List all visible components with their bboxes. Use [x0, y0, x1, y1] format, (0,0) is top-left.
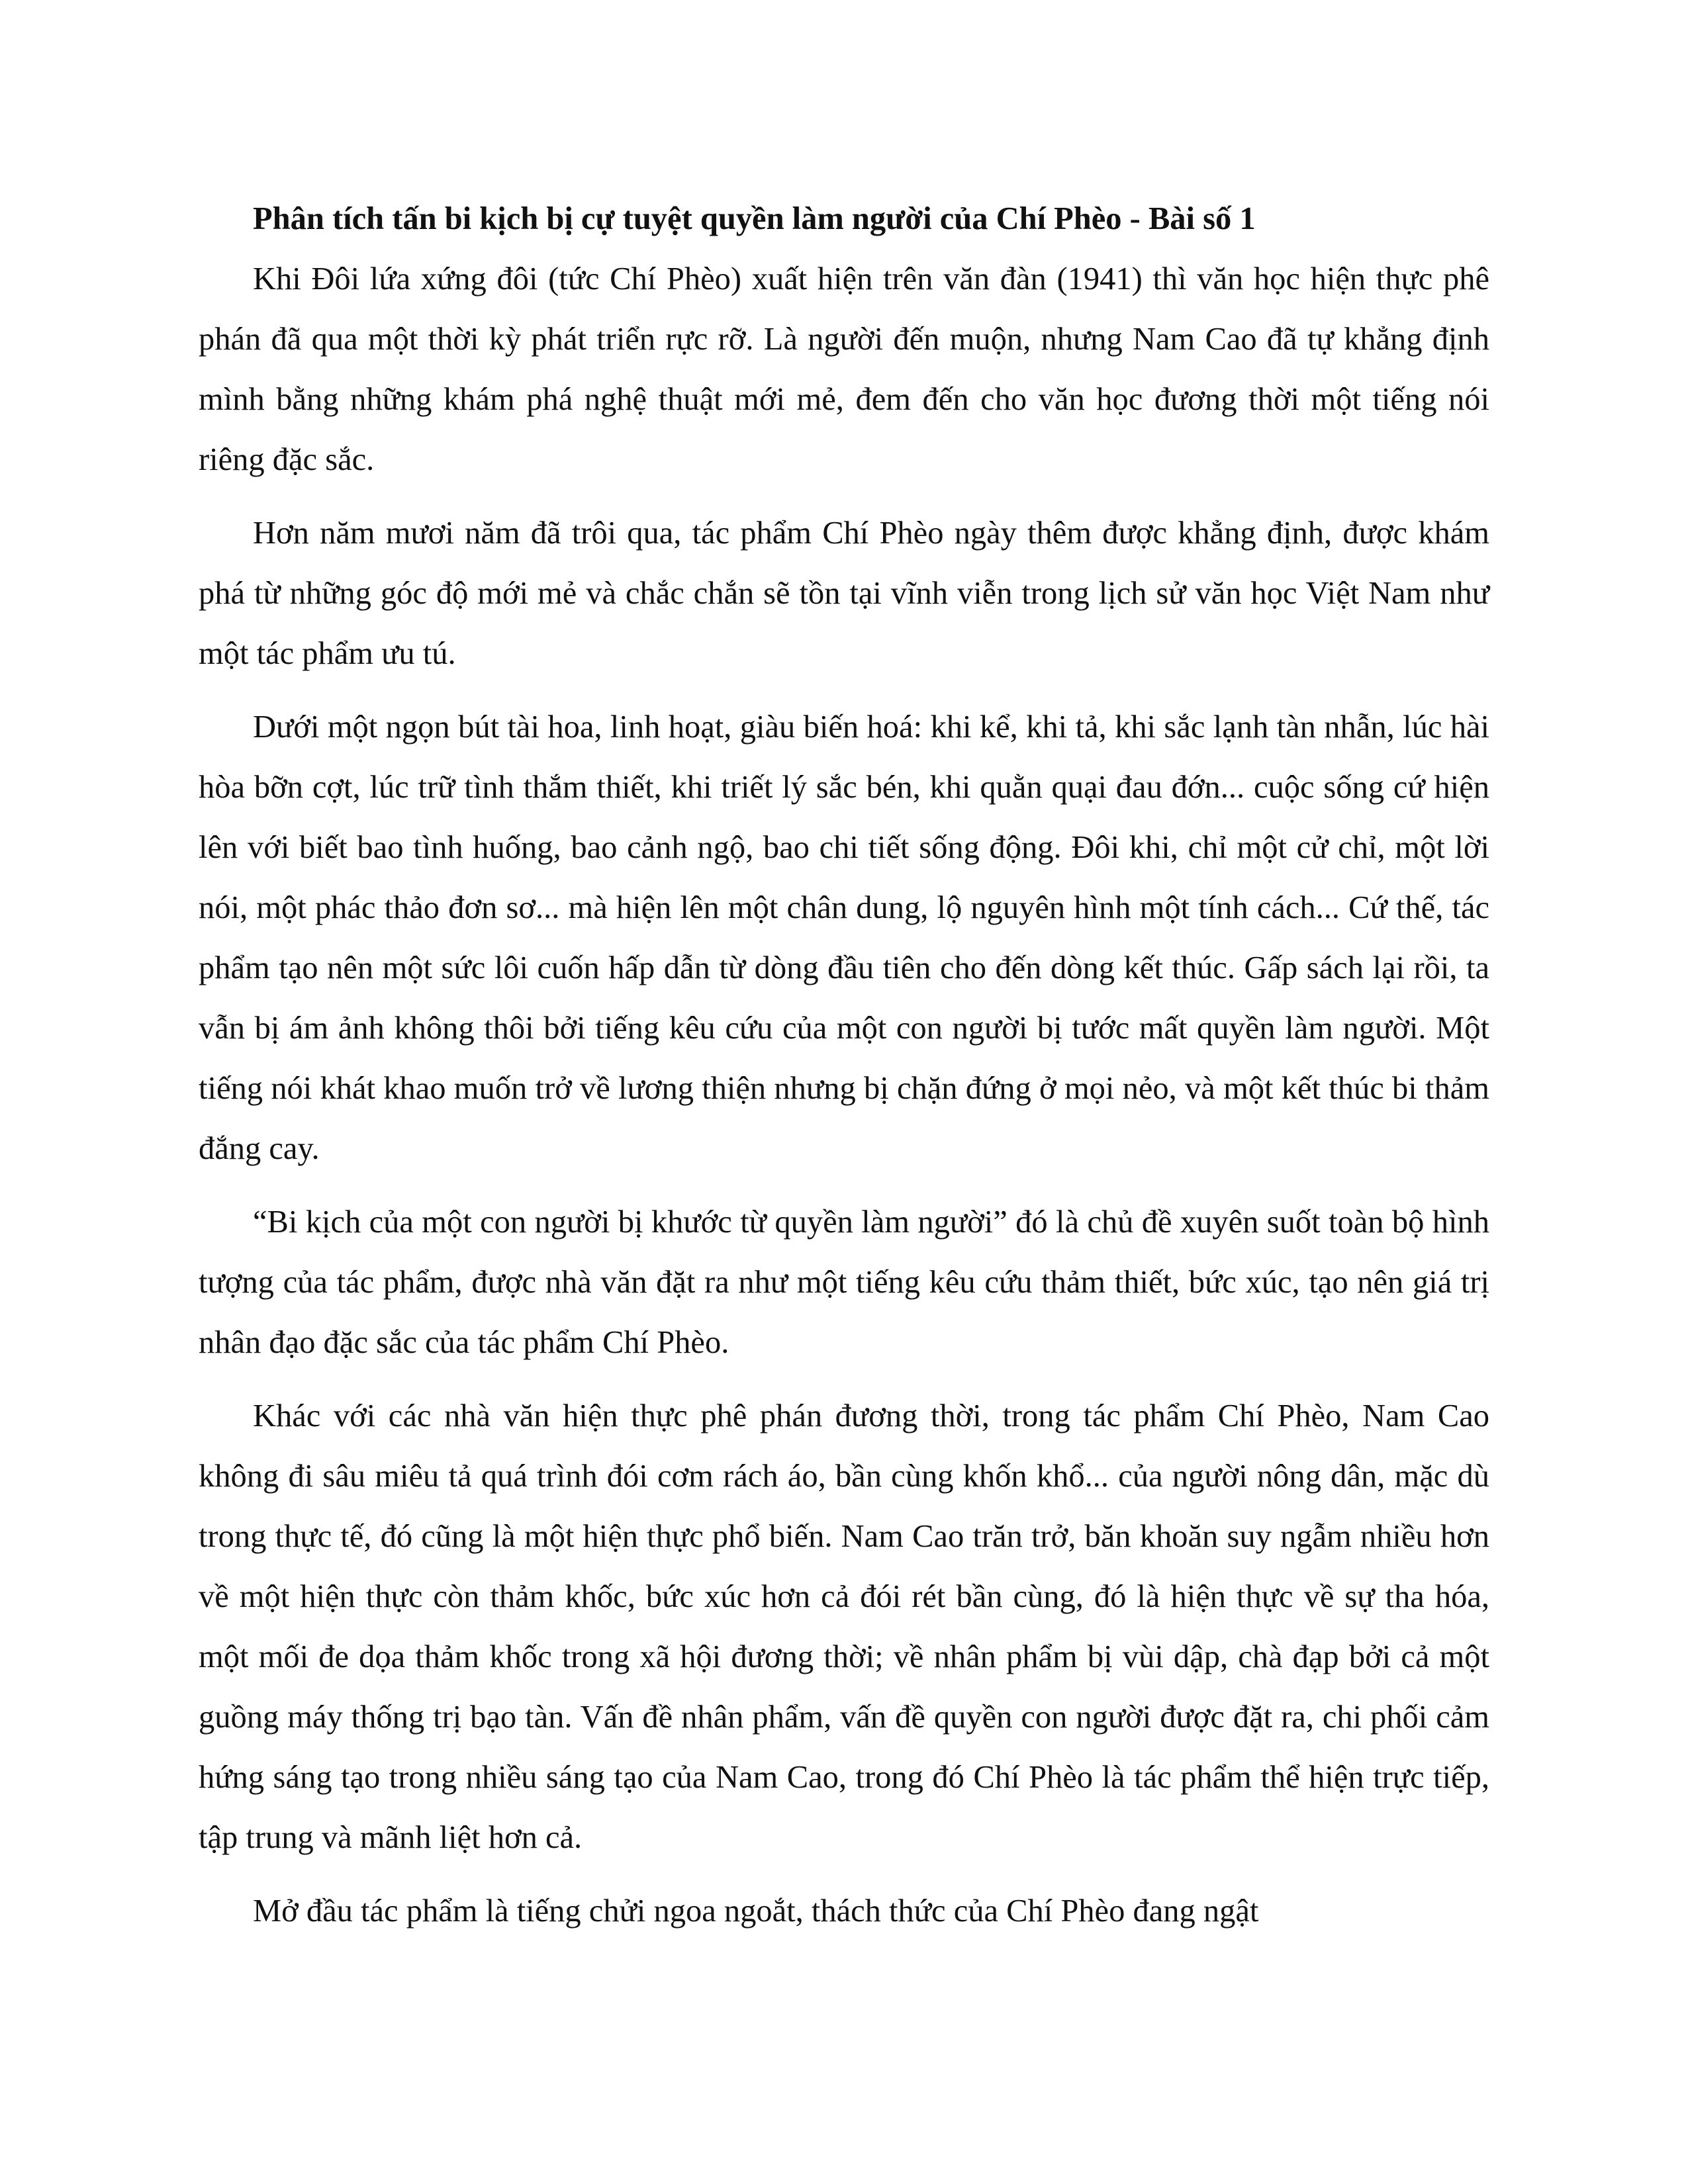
paragraph-2: Hơn năm mươi năm đã trôi qua, tác phẩm Chí Phèo ngày thêm được khẳng định, được khám phá từ những góc độ mới mẻ và chắc chắn sẽ tồn tại vĩnh viễn trong lịch sử văn học Việt Nam như một tác phẩm ưu tú. [199, 516, 1489, 671]
paragraph-4: “Bi kịch của một con người bị khước từ quyền làm người” đó là chủ đề xuyên suốt toàn bộ hình tượng của tác phẩm, được nhà văn đặt ra như một tiếng kêu cứu thảm thiết, bức xúc, tạo nên giá trị nhân đạo đặc sắc của tác phẩm Chí Phèo. [199, 1205, 1489, 1360]
document-title: Phân tích tấn bi kịch bị cự tuyệt quyền làm người của Chí Phèo - Bài số 1 [253, 201, 1256, 236]
paragraph-5: Khác với các nhà văn hiện thực phê phán đương thời, trong tác phẩm Chí Phèo, Nam Cao không đi sâu miêu tả quá trình đói cơm rách áo, bần cùng khốn khổ... của người nông dân, mặc dù trong thực tế, đó cũng là một hiện thực phổ biến. Nam Cao trăn trở, băn khoăn suy ngẫm nhiều hơn về một hiện thực còn thảm khốc, bức xúc hơn cả đói rét bần cùng, đó là hiện thực về sự tha hóa, một mối đe dọa thảm khốc trong xã hội đương thời; về nhân phẩm bị vùi dập, chà đạp bởi cả một guồng máy thống trị bạo tàn. Vấn đề nhân phẩm, vấn đề quyền con người được đặt ra, chi phối cảm hứng sáng tạo trong nhiều sáng tạo của Nam Cao, trong đó Chí Phèo là tác phẩm thể hiện trực tiếp, tập trung và mãnh liệt hơn cả. [199, 1398, 1489, 1855]
paragraph-1: Khi Đôi lứa xứng đôi (tức Chí Phèo) xuất hiện trên văn đàn (1941) thì văn học hiện thực phê phán đã qua một thời kỳ phát triển rực rỡ. Là người đến muộn, nhưng Nam Cao đã tự khẳng định mình bằng những khám phá nghệ thuật mới mẻ, đem đến cho văn học đương thời một tiếng nói riêng đặc sắc. [199, 261, 1489, 477]
document-body [199, 189, 1489, 1954]
paragraph-6: Mở đầu tác phẩm là tiếng chửi ngoa ngoắt, thách thức của Chí Phèo đang ngật [253, 1893, 1259, 1929]
paragraph-3: Dưới một ngọn bút tài hoa, linh hoạt, giàu biến hoá: khi kể, khi tả, khi sắc lạnh tàn nhẫn, lúc hài hòa bỡn cợt, lúc trữ tình thắm thiết, khi triết lý sắc bén, khi quằn quại đau đớn... cuộc sống cứ hiện lên với biết bao tình huống, bao cảnh ngộ, bao chi tiết sống động. Đôi khi, chỉ một cử chỉ, một lời nói, một phác thảo đơn sơ... mà hiện lên một chân dung, lộ nguyên hình một tính cách... Cứ thế, tác phẩm tạo nên một sức lôi cuốn hấp dẫn từ dòng đầu tiên cho đến dòng kết thúc. Gấp sách lại rồi, ta vẫn bị ám ảnh không thôi bởi tiếng kêu cứu của một con người bị tước mất quyền làm người. Một tiếng nói khát khao muốn trở về lương thiện nhưng bị chặn đứng ở mọi nẻo, và một kết thúc bi thảm đắng cay. [199, 709, 1489, 1166]
